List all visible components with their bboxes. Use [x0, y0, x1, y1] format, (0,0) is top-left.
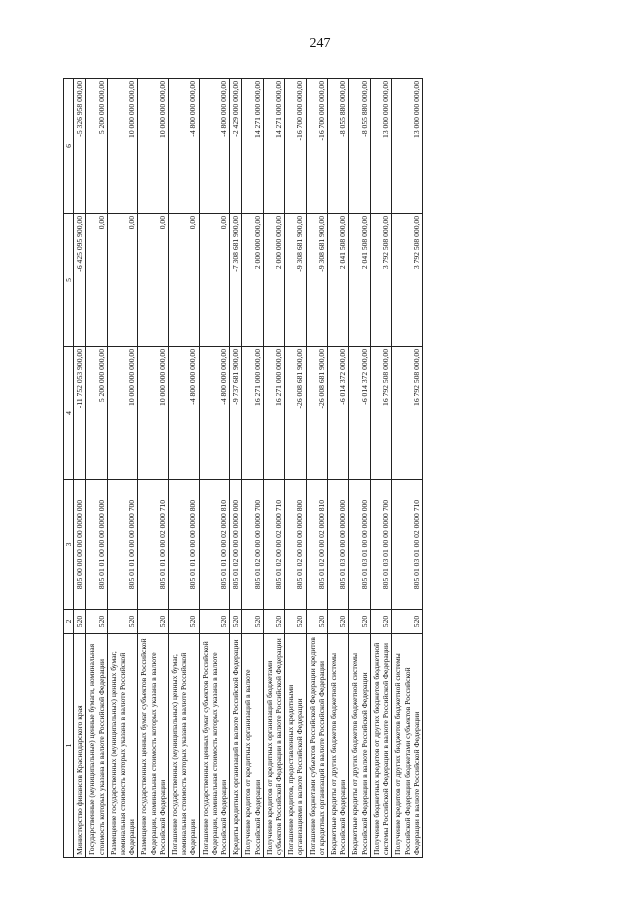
row-code: 520	[370, 610, 391, 634]
row-kbk: 805 01 01 00 00 00 0000 800	[169, 480, 200, 610]
row-kbk: 805 01 03 01 00 02 0000 710	[392, 480, 423, 610]
row-value-6: 14 271 000 000,00	[242, 79, 263, 214]
table-row	[138, 79, 169, 858]
row-value-4: -6 014 372 000,00	[328, 347, 349, 480]
row-value-4: -4 800 000 000,00	[169, 347, 200, 480]
row-kbk: 805 01 03 01 00 00 0000 000	[349, 480, 370, 610]
row-code: 520	[392, 610, 423, 634]
row-value-6: -4 800 000 000,00	[169, 79, 200, 214]
row-value-6: 5 200 000 000,00	[86, 79, 107, 214]
header-col-4: 4	[64, 347, 74, 480]
row-code: 520	[138, 610, 169, 634]
row-kbk: 805 01 02 00 00 00 0000 000	[230, 480, 242, 610]
table-row	[328, 79, 349, 858]
row-value-4: 5 200 000 000,00	[86, 347, 107, 480]
row-name: Кредиты кредитных организаций в валюте Российской Федерации	[230, 634, 242, 858]
row-value-5: -7 308 681 900,00	[230, 214, 242, 347]
table-row	[74, 79, 86, 858]
row-value-4: -4 800 000 000,00	[199, 347, 230, 480]
rotated-table-container	[63, 79, 580, 858]
row-name: Бюджетные кредиты от других бюджетов бюджетной системы Российской Федерации	[328, 634, 349, 858]
row-value-5: 0,00	[107, 214, 138, 347]
header-row	[64, 79, 74, 858]
row-code: 520	[230, 610, 242, 634]
row-value-5: 3 792 508 000,00	[370, 214, 391, 347]
row-code: 520	[86, 610, 107, 634]
table-row	[242, 79, 263, 858]
table-row	[370, 79, 391, 858]
row-value-5: 0,00	[199, 214, 230, 347]
row-value-6: -2 429 000 000,00	[230, 79, 242, 214]
row-kbk: 805 01 01 00 00 00 0000 000	[86, 480, 107, 610]
row-value-6: 10 000 000 000,00	[138, 79, 169, 214]
budget-table	[63, 78, 423, 858]
row-value-5: 0,00	[169, 214, 200, 347]
table-row	[392, 79, 423, 858]
row-name: Погашение кредитов, предоставленных кредитными организациями в валюте Российской Федерации	[285, 634, 306, 858]
page-number: 247	[309, 36, 331, 51]
table-row	[285, 79, 306, 858]
row-value-4: -6 014 372 000,00	[349, 347, 370, 480]
row-kbk: 805 01 01 00 00 02 0000 710	[138, 480, 169, 610]
row-value-4: 16 271 000 000,00	[242, 347, 263, 480]
row-kbk: 805 01 02 00 00 00 0000 700	[242, 480, 263, 610]
row-kbk: 805 01 01 00 00 00 0000 700	[107, 480, 138, 610]
row-value-5: 3 792 508 000,00	[392, 214, 423, 347]
row-value-4: 10 000 000 000,00	[107, 347, 138, 480]
row-value-4: -26 008 681 900,00	[285, 347, 306, 480]
row-value-6: -16 700 000 000,00	[285, 79, 306, 214]
row-kbk: 805 01 02 00 00 02 0000 710	[263, 480, 284, 610]
header-col-6: 6	[64, 79, 74, 214]
row-value-5: 2 041 508 000,00	[328, 214, 349, 347]
row-code: 520	[328, 610, 349, 634]
row-value-6: -8 055 880 000,00	[328, 79, 349, 214]
row-code: 520	[74, 610, 86, 634]
row-value-5: 2 041 508 000,00	[349, 214, 370, 347]
row-name: Получение кредитов от кредитных организаций бюджетами субъектов Российской Федерации в валюте Российской Федерации	[263, 634, 284, 858]
row-name: Получение кредитов от других бюджетов бюджетной системы Российской Федерации бюджетами субъектов Российской Федерации в валюте Российской Федерации	[392, 634, 423, 858]
row-value-5: 0,00	[86, 214, 107, 347]
row-code: 520	[349, 610, 370, 634]
row-name: Погашение государственных ценных бумаг субъектов Российской Федерации, номинальная стоимость которых указана в валюте Российской Федерации	[199, 634, 230, 858]
row-code: 520	[169, 610, 200, 634]
row-value-5: -6 425 095 900,00	[74, 214, 86, 347]
table-row	[199, 79, 230, 858]
row-value-4: -9 737 681 900,00	[230, 347, 242, 480]
row-value-6: 10 000 000 000,00	[107, 79, 138, 214]
row-name: Погашение государственных (муниципальных) ценных бумаг, номинальная стоимость которых указана в валюте Российской Федерации	[169, 634, 200, 858]
row-value-5: 2 000 000 000,00	[242, 214, 263, 347]
table-row	[169, 79, 200, 858]
header-col-2: 2	[64, 610, 74, 634]
row-value-6: -8 055 880 000,00	[349, 79, 370, 214]
row-value-4: -11 752 053 900,00	[74, 347, 86, 480]
row-code: 520	[306, 610, 327, 634]
row-value-4: 16 792 508 000,00	[392, 347, 423, 480]
table-row	[306, 79, 327, 858]
header-col-3: 3	[64, 480, 74, 610]
row-value-6: 13 000 000 000,00	[370, 79, 391, 214]
row-kbk: 805 01 02 00 00 00 0000 800	[285, 480, 306, 610]
row-value-5: 0,00	[138, 214, 169, 347]
row-kbk: 805 01 03 00 00 00 0000 000	[328, 480, 349, 610]
row-value-5: -9 308 681 900,00	[306, 214, 327, 347]
row-value-6: -4 800 000 000,00	[199, 79, 230, 214]
row-value-6: 13 000 000 000,00	[392, 79, 423, 214]
row-name: Получение бюджетных кредитов от других бюджетов бюджетной системы Российской Федерации в валюте Российской Федерации	[370, 634, 391, 858]
table-row	[349, 79, 370, 858]
row-kbk: 805 00 00 00 00 00 0000 000	[74, 480, 86, 610]
row-value-4: 16 792 508 000,00	[370, 347, 391, 480]
row-value-6: -16 700 000 000,00	[306, 79, 327, 214]
header-col-1: 1	[64, 634, 74, 858]
row-name: Размещение государственных ценных бумаг субъектов Российской Федерации, номинальная стоимость которых указана в валюте Российской Федерации	[138, 634, 169, 858]
row-value-4: 16 271 000 000,00	[263, 347, 284, 480]
row-value-6: -5 326 958 000,00	[74, 79, 86, 214]
table-body	[74, 79, 423, 858]
header-col-5: 5	[64, 214, 74, 347]
row-kbk: 805 01 02 00 00 02 0000 810	[306, 480, 327, 610]
row-code: 520	[242, 610, 263, 634]
row-name: Министерство финансов Краснодарского края	[74, 634, 86, 858]
table-row	[230, 79, 242, 858]
row-kbk: 805 01 03 01 00 00 0000 700	[370, 480, 391, 610]
table-row	[86, 79, 107, 858]
row-name: Бюджетные кредиты от других бюджетов бюджетной системы Российской Федерации в валюте Российской Федерации	[349, 634, 370, 858]
row-value-6: 14 271 000 000,00	[263, 79, 284, 214]
row-name: Государственные (муниципальные) ценные бумаги, номинальная стоимость которых указана в валюте Российской Федерации	[86, 634, 107, 858]
row-value-5: 2 000 000 000,00	[263, 214, 284, 347]
table-row	[263, 79, 284, 858]
row-code: 520	[285, 610, 306, 634]
row-value-4: -26 008 681 900,00	[306, 347, 327, 480]
row-kbk: 805 01 01 00 00 02 0000 810	[199, 480, 230, 610]
table-row	[107, 79, 138, 858]
row-value-5: -9 308 681 900,00	[285, 214, 306, 347]
row-value-4: 10 000 000 000,00	[138, 347, 169, 480]
row-name: Размещение государственных (муниципальных) ценных бумаг, номинальная стоимость которых указана в валюте Российской Федерации	[107, 634, 138, 858]
row-name: Погашение бюджетами субъектов Российской Федерации кредитов от кредитных организаций в валюте Российской Федерации	[306, 634, 327, 858]
row-name: Получение кредитов от кредитных организаций в валюте Российской Федерации	[242, 634, 263, 858]
row-code: 520	[107, 610, 138, 634]
row-code: 520	[263, 610, 284, 634]
row-code: 520	[199, 610, 230, 634]
